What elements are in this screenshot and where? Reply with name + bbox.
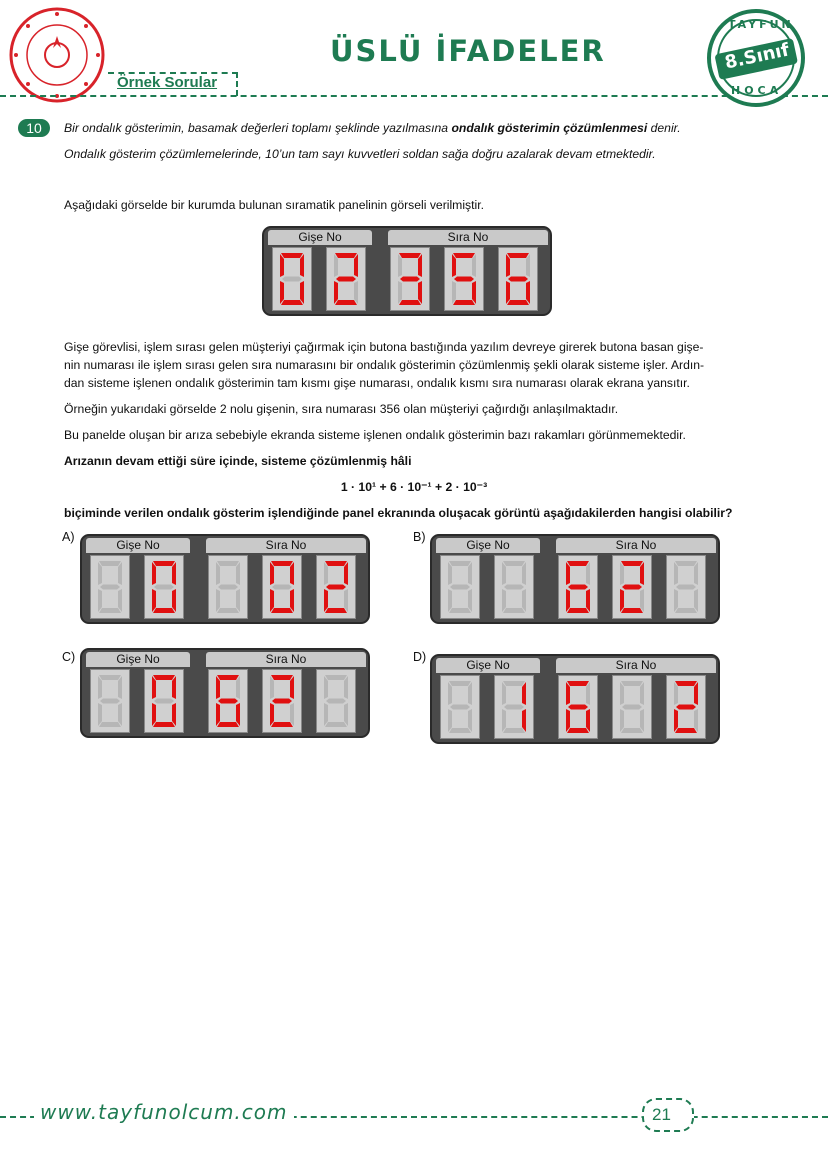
option-3-digit-1 <box>90 669 130 733</box>
option-4-digit-3 <box>558 675 598 739</box>
para-3: Örneğin yukarıdaki görselde 2 nolu gişenin, sıra numarası 356 olan müşteriyi çağırdığı anlaşılmaktadır. <box>64 402 619 416</box>
para-4: Bu panelde oluşan bir arıza sebebiyle ekranda sisteme işlenen ondalık gösterimin bazı rakamları görünmemektedir. <box>64 428 686 442</box>
page-number: 21 <box>652 1105 671 1124</box>
prompt: biçiminde verilen ondalık gösterim işlendiğinde panel ekranında oluşacak görüntü aşağıdakilerden hangisi olabilir? <box>64 506 733 520</box>
option-2-sira-label: Sıra No <box>556 538 716 553</box>
intro-line-2: Ondalık gösterim çözümlemelerinde, 10’un tam sayı kuvvetleri soldan sağa doğru azalarak devam etmektedir. <box>64 147 656 161</box>
option-label-2[interactable]: B) <box>413 530 426 544</box>
option-4-digit-1 <box>440 675 480 739</box>
class-badge <box>706 8 806 108</box>
badge-bottom-text: HOCA <box>731 84 783 97</box>
option-3-digit-3 <box>208 669 248 733</box>
option-4-digit-2 <box>494 675 534 739</box>
option-label-4[interactable]: D) <box>413 650 427 664</box>
option-2-digit-3 <box>558 555 598 619</box>
page-title: ÜSLÜ İFADELER <box>330 34 606 68</box>
example-digit-1 <box>272 247 312 311</box>
option-1-sira-label: Sıra No <box>206 538 366 553</box>
para-1: Aşağıdaki görselde bir kurumda bulunan sıramatik panelinin görseli verilmiştir. <box>64 198 484 212</box>
para-2c: dan sisteme işlenen ondalık gösterimin tam kısmı gişe numarası, ondalık kısmı sıra numarası olarak ekrana yansıtır. <box>64 376 690 390</box>
option-1-gise-label: Gişe No <box>86 538 190 553</box>
option-2-digit-5 <box>666 555 706 619</box>
ministry-logo <box>8 6 106 104</box>
option-3-digit-4 <box>262 669 302 733</box>
para-5: Arızanın devam ettiği süre içinde, sisteme çözümlenmiş hâli <box>64 454 412 468</box>
formula: 1 · 10¹ + 6 · 10⁻¹ + 2 · 10⁻³ <box>340 480 488 494</box>
intro-1a: Bir ondalık gösterimin, basamak değerleri toplamı şeklinde yazılmasına <box>64 121 452 135</box>
footer-url: www.tayfunolcum.com <box>34 1100 294 1124</box>
para-2b: nin numarası ile işlem sırası gelen sıra numarasını bir ondalık gösterimin çözümlenmiş şekli olarak sisteme işler. Ardın- <box>64 358 705 372</box>
option-label-3[interactable]: C) <box>62 650 76 664</box>
intro-1c: denir. <box>647 121 681 135</box>
header-divider <box>0 95 828 97</box>
option-1-panel <box>80 534 370 624</box>
example-sira-label: Sıra No <box>388 230 548 245</box>
option-3-panel <box>80 648 370 738</box>
option-3-gise-label: Gişe No <box>86 652 190 667</box>
option-1-digit-1 <box>90 555 130 619</box>
option-4-digit-4 <box>612 675 652 739</box>
option-1-digit-2 <box>144 555 184 619</box>
option-2-gise-label: Gişe No <box>436 538 540 553</box>
option-2-panel <box>430 534 720 624</box>
option-2-digit-4 <box>612 555 652 619</box>
option-1-digit-4 <box>262 555 302 619</box>
option-label-1[interactable]: A) <box>62 530 75 544</box>
option-3-sira-label: Sıra No <box>206 652 366 667</box>
example-digit-3 <box>390 247 430 311</box>
badge-text: 8.Sınıf <box>722 39 792 74</box>
badge-top-text: TAYFUN <box>728 18 794 31</box>
example-panel <box>262 226 552 316</box>
intro-1b-bold: ondalık gösterimin çözümlenmesi <box>451 121 648 135</box>
option-1-digit-5 <box>316 555 356 619</box>
option-3-digit-5 <box>316 669 356 733</box>
option-4-panel <box>430 654 720 744</box>
example-gise-label: Gişe No <box>268 230 372 245</box>
section-subtitle: Örnek Sorular <box>117 74 218 91</box>
question-number: 10 <box>18 119 50 137</box>
intro-line-1 <box>64 119 804 137</box>
option-1-digit-3 <box>208 555 248 619</box>
example-digit-4 <box>444 247 484 311</box>
example-digit-5 <box>498 247 538 311</box>
example-digit-2 <box>326 247 366 311</box>
option-4-sira-label: Sıra No <box>556 658 716 673</box>
option-4-digit-5 <box>666 675 706 739</box>
option-3-digit-2 <box>144 669 184 733</box>
option-4-gise-label: Gişe No <box>436 658 540 673</box>
option-2-digit-1 <box>440 555 480 619</box>
para-2a: Gişe görevlisi, işlem sırası gelen müşteriyi çağırmak için butona bastığında yazılım devreye girerek butona basan gişe- <box>64 340 704 354</box>
option-2-digit-2 <box>494 555 534 619</box>
subtitle-bracket <box>108 72 238 96</box>
